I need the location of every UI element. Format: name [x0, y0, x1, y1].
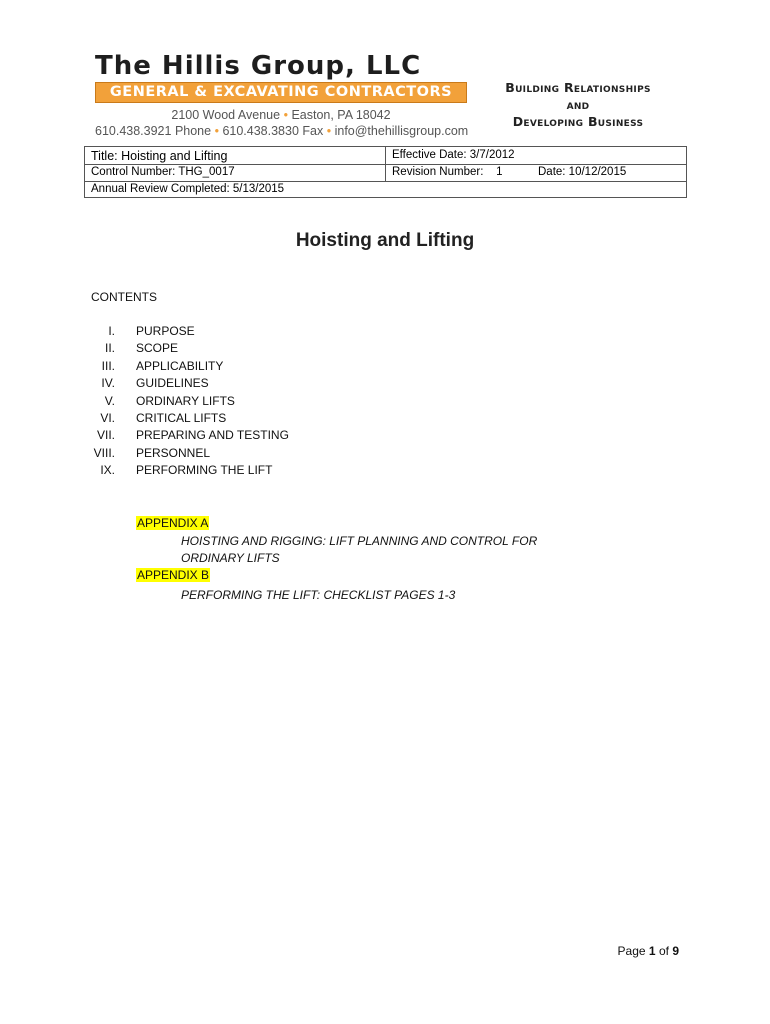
bullet-icon: • — [326, 124, 332, 138]
toc-item — [0, 359, 400, 376]
toc-number: VI. — [100, 411, 115, 425]
company-name: The Hillis Group, LLC — [95, 51, 422, 81]
toc-label: SCOPE — [136, 341, 179, 355]
toc-label: CRITICAL LIFTS — [136, 411, 227, 425]
toc-label: GUIDELINES — [136, 376, 209, 390]
doc-title-cell: Title: Hoisting and Lifting — [91, 149, 228, 163]
toc-number: VII. — [96, 428, 115, 442]
annual-review-cell: Annual Review Completed: 5/13/2015 — [91, 183, 285, 195]
toc-item — [0, 428, 400, 445]
tagline-line-1: Building Relationships — [505, 80, 651, 95]
tagline-line-3: Developing Business — [512, 114, 644, 129]
toc-label: PERFORMING THE LIFT — [136, 463, 273, 477]
toc-number: V. — [104, 394, 115, 408]
appendix-a-desc-line-2: ORDINARY LIFTS — [181, 551, 280, 565]
page-number — [618, 944, 679, 958]
document-info-table — [84, 146, 687, 198]
email-address: info@thehillisgroup.com — [334, 124, 469, 138]
appendix-b-description: PERFORMING THE LIFT: CHECKLIST PAGES 1-3 — [181, 588, 456, 602]
toc-item — [0, 446, 400, 463]
toc-number: IX. — [100, 463, 115, 477]
toc-item — [0, 341, 400, 358]
toc-label: PURPOSE — [136, 324, 195, 338]
appendix-b-label: APPENDIX B — [137, 568, 210, 582]
page-title: Hoisting and Lifting — [295, 230, 475, 251]
company-subtitle: GENERAL & EXCAVATING CONTRACTORS — [109, 84, 453, 100]
toc-item — [0, 463, 400, 480]
toc-item — [0, 324, 400, 341]
appendix-a-desc-line-1: HOISTING AND RIGGING: LIFT PLANNING AND CONTROL FOR — [181, 534, 538, 548]
appendix-a-description — [181, 533, 537, 567]
toc-item — [0, 376, 400, 393]
company-tagline — [478, 79, 678, 130]
effective-date-cell: Effective Date: 3/7/2012 — [392, 149, 515, 161]
toc-label: PREPARING AND TESTING — [136, 428, 289, 442]
bullet-icon: • — [283, 108, 288, 122]
appendix-a-label: APPENDIX A — [137, 516, 209, 530]
of-word: of — [658, 944, 669, 958]
bullet-icon: • — [214, 124, 219, 138]
toc-label: ORDINARY LIFTS — [136, 394, 235, 408]
street-address: 2100 Wood Avenue — [171, 108, 281, 122]
control-number-cell: Control Number: THG_0017 — [91, 166, 235, 178]
toc-item — [0, 394, 400, 411]
company-contact — [95, 124, 467, 138]
toc-number: IV. — [101, 376, 115, 390]
toc-number: VIII. — [93, 446, 115, 460]
company-address — [95, 108, 467, 122]
contents-heading: CONTENTS — [91, 290, 157, 304]
toc-number: II. — [104, 341, 115, 355]
table-divider — [85, 181, 686, 182]
phone-number: 610.438.3921 Phone — [95, 124, 212, 138]
toc-number: I. — [108, 324, 115, 338]
current-page: 1 — [648, 944, 656, 958]
toc-label: PERSONNEL — [136, 446, 211, 460]
tagline-line-2: and — [566, 97, 590, 112]
total-pages: 9 — [672, 944, 679, 958]
revision-number-cell: Revision Number: 1 — [392, 166, 503, 178]
toc-label: APPLICABILITY — [136, 359, 224, 373]
page-word: Page — [617, 944, 646, 958]
fax-number: 610.438.3830 Fax — [222, 124, 324, 138]
revision-date-cell: Date: 10/12/2015 — [538, 166, 627, 178]
toc-number: III. — [101, 359, 115, 373]
toc-item — [0, 411, 400, 428]
table-divider — [85, 164, 686, 165]
city-state-zip: Easton, PA 18042 — [291, 108, 391, 122]
company-subtitle-bar — [95, 82, 467, 103]
